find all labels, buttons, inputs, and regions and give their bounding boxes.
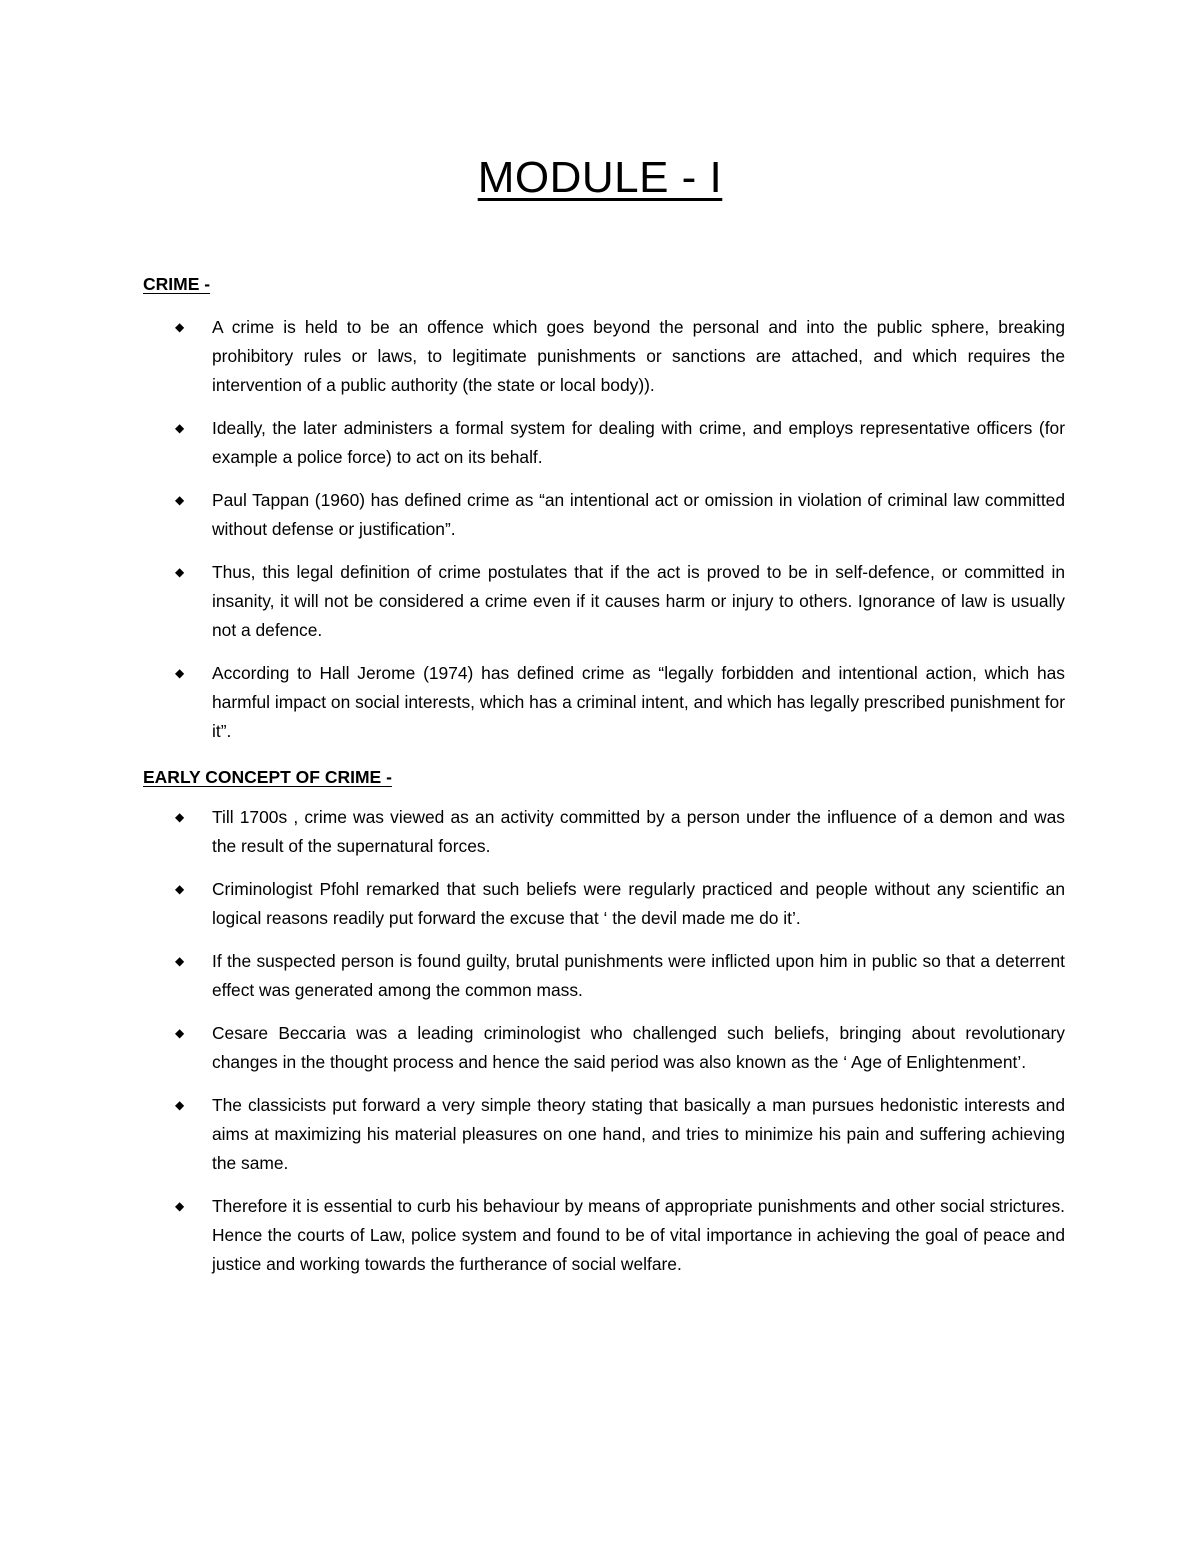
list-item-text: Cesare Beccaria was a leading criminologist who challenged such beliefs, bringing about revolutionary changes in the thought process and hence the said period was also known as the ‘ Age of Enlightenment’. [212,1023,1065,1072]
bullet-icon: ◆ [175,1199,185,1213]
early-concept-bullet-list [175,803,1065,1293]
list-item-text: Ideally, the later administers a formal system for dealing with crime, and employs representative officers (for example a police force) to act on its behalf. [212,418,1065,467]
list-item [175,659,1065,746]
list-item-text: If the suspected person is found guilty, brutal punishments were inflicted upon him in public so that a deterrent effect was generated among the common mass. [212,951,1065,1000]
bullet-icon: ◆ [175,565,185,579]
list-item-text: Thus, this legal definition of crime postulates that if the act is proved to be in self-defence, or committed in insanity, it will not be considered a crime even if it causes harm or injury to others. Ignorance of law is usually not a defence. [212,562,1065,640]
crime-bullet-list [175,313,1065,760]
list-item [175,1019,1065,1077]
bullet-icon: ◆ [175,810,185,824]
list-item [175,1192,1065,1279]
section-heading-crime: CRIME - [143,274,211,294]
list-item [175,1091,1065,1178]
list-item [175,875,1065,933]
list-item [175,486,1065,544]
bullet-icon: ◆ [175,1098,185,1112]
bullet-icon: ◆ [175,421,185,435]
bullet-icon: ◆ [175,1026,185,1040]
list-item [175,947,1065,1005]
list-item [175,414,1065,472]
list-item-text: Till 1700s , crime was viewed as an activity committed by a person under the influence of a demon and was the result of the supernatural forces. [212,807,1065,856]
bullet-icon: ◆ [175,882,185,896]
list-item [175,803,1065,861]
list-item-text: Therefore it is essential to curb his behaviour by means of appropriate punishments and other social strictures. Hence the courts of Law, police system and found to be of vital importance in achieving the goal of peace and justice and working towards the furtherance of social welfare. [212,1196,1065,1274]
list-item-text: A crime is held to be an offence which goes beyond the personal and into the public sphere, breaking prohibitory rules or laws, to legitimate punishments or sanctions are attached, and which requires the intervention of a public authority (the state or local body)). [212,317,1065,395]
bullet-icon: ◆ [175,493,185,507]
list-item [175,313,1065,400]
list-item-text: According to Hall Jerome (1974) has defined crime as “legally forbidden and intentional action, which has harmful impact on social interests, which has a criminal intent, and which has legally prescribed punishment for it”. [212,663,1065,741]
list-item-text: Paul Tappan (1960) has defined crime as “an intentional act or omission in violation of criminal law committed without defense or justification”. [212,490,1065,539]
list-item-text: The classicists put forward a very simple theory stating that basically a man pursues hedonistic interests and aims at maximizing his material pleasures on one hand, and tries to minimize his pain and suffering achieving the same. [212,1095,1065,1173]
list-item-text: Criminologist Pfohl remarked that such beliefs were regularly practiced and people without any scientific an logical reasons readily put forward the excuse that ‘ the devil made me do it’. [212,879,1065,928]
page-title: MODULE - I [477,153,723,202]
bullet-icon: ◆ [175,320,185,334]
list-item [175,558,1065,645]
bullet-icon: ◆ [175,954,185,968]
bullet-icon: ◆ [175,666,185,680]
section-heading-early-concept: EARLY CONCEPT OF CRIME - [143,767,392,787]
